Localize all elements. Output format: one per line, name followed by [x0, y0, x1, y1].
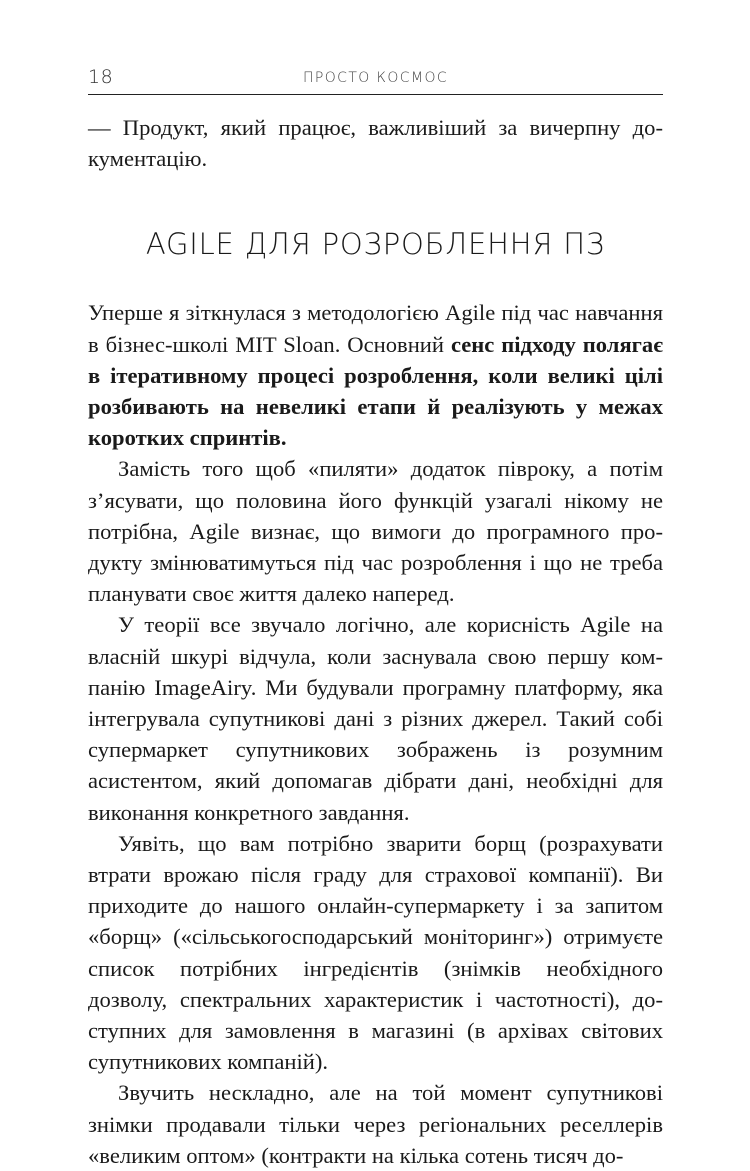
page-number: 18	[88, 66, 114, 88]
paragraph-5: Звучить нескладно, але на той момент супутникові знімки продавали тільки через регіональних реселлерів «великим оптом» (контракти на кілька сотень тисяч до-	[88, 1080, 663, 1168]
section-heading: AGILE ДЛЯ РОЗРОБЛЕННЯ ПЗ	[145, 227, 606, 262]
body-text	[88, 112, 663, 1171]
paragraph-3: У теорії все звучало логічно, але корисність Agile на власній шкурі відчула, коли заснувала свою першу компанію ImageAiry. Ми будували програмну платформу, яка інтегрувала супутникові дані з різних джерел. Такий собі супермаркет супутникових зображень із розумним асистентом, який допомагав дібрати дані, необхідні для виконання конкретного завдання.	[88, 612, 663, 825]
running-header	[88, 64, 663, 95]
paragraph-1-bold: сенс підходу полягає в ітеративному процесі розроблення, коли великі цілі розбивають на невеликі етапи й реалізують у межах коротких спринтів	[88, 331, 663, 451]
paragraph-1-end: .	[280, 425, 287, 451]
book-title: ПРОСТО КОСМОС	[302, 70, 449, 86]
quote-line: — Продукт, який працює, важливіший за вичерпну документацію.	[88, 115, 663, 172]
paragraph-1-start: Уперше я зіткнулася з методологією Agile під час навчання в бізнес-школі MIT Sloan. Основний	[88, 300, 663, 357]
paragraph-2: Замість того щоб «пиляти» додаток півроку, а потім з’ясувати, що половина його функцій узагалі нікому не потрібна, Agile визнає, що вимоги до програмного продукту змінюватимуться під час розроблення і що не треба планувати своє життя далеко наперед.	[88, 456, 663, 607]
paragraph-1	[88, 297, 663, 453]
paragraph-4: Уявіть, що вам потрібно зварити борщ (розрахувати втрати врожаю після граду для страхової компанії). Ви приходите до нашого онлайн-супермаркету і за запитом «борщ» («сільськогосподарський моніторинг») отримуєте список потрібних інгредієнтів (знімків необхідного дозволу, спектральних характеристик і частотності), доступних для замовлення в магазині (в архівах світових супутникових компаній).	[88, 830, 663, 1075]
